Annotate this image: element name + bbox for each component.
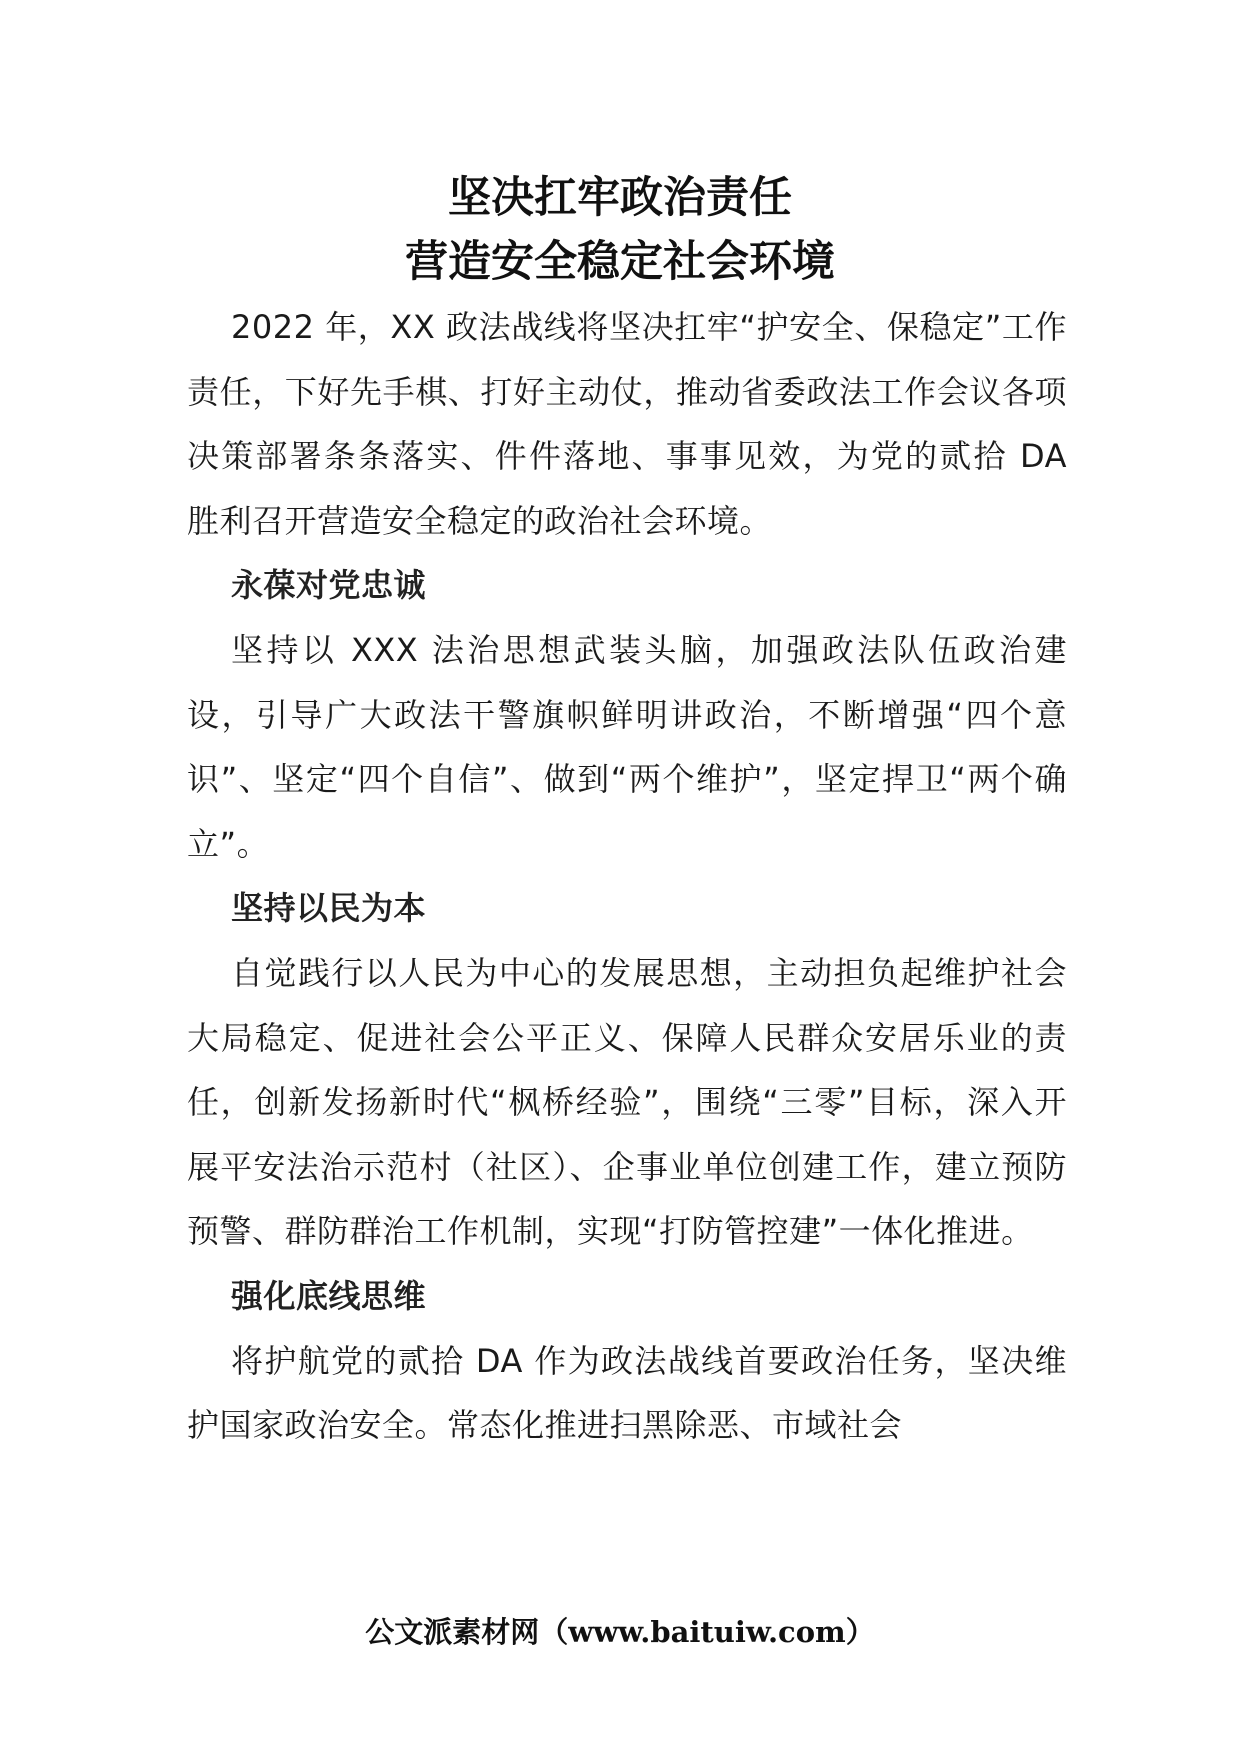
section-heading: 强化底线思维 xyxy=(231,1276,427,1315)
section-heading: 永葆对党忠诚 xyxy=(231,566,427,605)
section-heading: 坚持以民为本 xyxy=(231,889,427,928)
document-title-line-2: 营造安全稳定社会环境 xyxy=(405,237,835,287)
footer-watermark-text: 公文派素材网（www.baituiw.com） xyxy=(365,1615,875,1649)
intro-paragraph: 2022 年，XX 政法战线将坚决扛牢“护安全、保稳定”工作责任，下好先手棋、打好主动仗，推动省委政法工作会议各项决策部署条条落实、件件落地、事事见效，为党的贰拾 DA 胜利召开营造安全稳定的政治社会环境。 xyxy=(187,308,1067,540)
document-body xyxy=(187,295,1067,1458)
document-title-line-1: 坚决扛牢政治责任 xyxy=(448,173,792,223)
section-paragraph: 将护航党的贰拾 DA 作为政法战线首要政治任务，坚决维护国家政治安全。常态化推进扫黑除恶、市域社会 xyxy=(187,1341,1067,1445)
section-paragraph: 坚持以 XXX 法治思想武装头脑，加强政法队伍政治建设，引导广大政法干警旗帜鲜明讲政治，不断增强“四个意识”、坚定“四个自信”、做到“两个维护”，坚定捍卫“两个确立”。 xyxy=(187,630,1067,863)
section-paragraph: 自觉践行以人民为中心的发展思想，主动担负起维护社会大局稳定、促进社会公平正义、保障人民群众安居乐业的责任，创新发扬新时代“枫桥经验”，围绕“三零”目标，深入开展平安法治示范村（社区）、企事业单位创建工作，建立预防预警、群防群治工作机制，实现“打防管控建”一体化推进。 xyxy=(187,953,1067,1251)
